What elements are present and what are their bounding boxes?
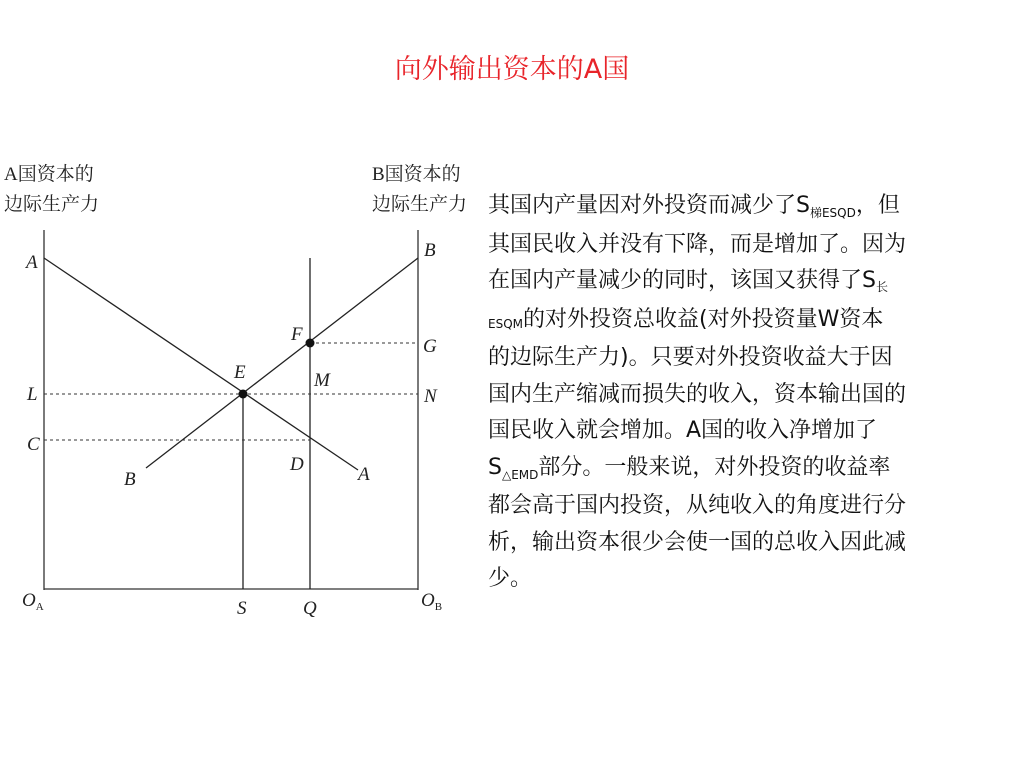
label-b-bottom: B (124, 469, 136, 490)
text-line-2: 其国民收入并没有下降，而是增加了。因为 (488, 231, 907, 257)
text-line-6: 国内生产缩减而损失的收入，资本输出国的 (488, 381, 907, 407)
point-e (239, 390, 248, 399)
explanation-text (488, 188, 988, 598)
label-origin-a: $O_A$ (22, 590, 44, 613)
text-line-5: 的边际生产力)。只要对外投资收益大于因 (488, 345, 893, 370)
label-c: C (27, 434, 40, 455)
left-axis-label-line1: A国资本的 (4, 164, 94, 185)
label-d: D (290, 454, 304, 475)
right-axis-label-line1: B国资本的 (372, 164, 461, 185)
text-line-1: 其国内产量因对外投资而减少了$S_{梯ESQD}$，但 (488, 193, 900, 220)
label-a-bottom: A (358, 464, 370, 485)
left-axis-label-line2: 边际生产力 (4, 194, 100, 215)
text-line-9: 都会高于国内投资，从纯收入的角度进行分 (488, 493, 907, 518)
label-g: G (423, 336, 437, 357)
label-m: M (314, 370, 330, 391)
label-origin-b: $O_B$ (421, 590, 443, 613)
a-country-mpk-curve (44, 258, 358, 470)
right-axis-label-line2: 边际生产力 (372, 194, 468, 215)
text-line-3: 在国内产量减少的同时，该国又获得了S长 (488, 268, 888, 294)
point-f (306, 339, 315, 348)
label-a-top: A (26, 252, 38, 273)
label-f: F (291, 324, 303, 345)
label-b-top: B (424, 240, 436, 261)
b-country-mpk-curve (146, 258, 418, 468)
text-line-11: 少。 (488, 566, 533, 591)
label-l: L (27, 384, 38, 405)
text-line-8: $S_{\triangle EMD}$部分。一般来说，对外投资的收益率 (488, 454, 891, 482)
text-line-7: 国民收入就会增加。A国的收入净增加了 (488, 418, 878, 443)
text-line-10: 析，输出资本很少会使一国的总收入因此减 (488, 529, 907, 555)
label-n: N (424, 386, 437, 407)
label-q: Q (303, 598, 317, 619)
text-line-4: ESQM的对外投资总收益(对外投资量W资本 (488, 306, 884, 332)
page-title: 向外输出资本的A国 (394, 54, 630, 85)
label-e: E (234, 362, 246, 383)
capital-export-diagram (0, 150, 470, 630)
label-s: S (237, 598, 247, 619)
